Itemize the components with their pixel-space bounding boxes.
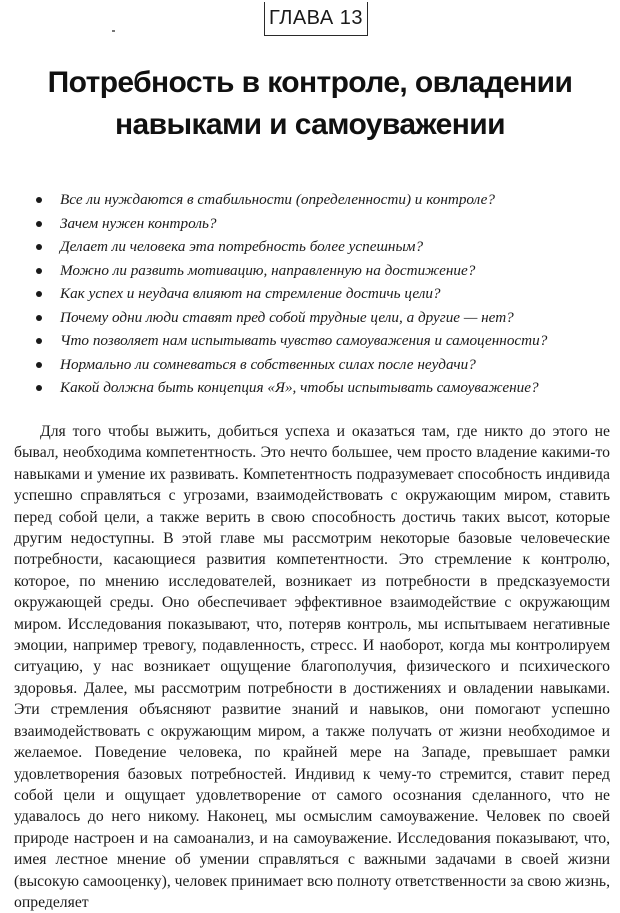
chapter-label: ГЛАВА 13: [269, 7, 363, 29]
bullet-icon: [36, 244, 42, 250]
question-text: Нормально ли сомневаться в собственных силах после неудачи?: [60, 355, 476, 373]
scan-speck: [112, 30, 115, 32]
body-paragraph: Для того чтобы выжить, добиться успеха и оказаться там, где никто до этого не бывал, необходима компетентность. Это нечто большее, чем просто владение какими-то навыками и умение их развивать. Компетентность подразумевает способность индивида успешно справляться с угрозами, взаимодействовать с окружающим миром, ставить перед собой цели, а также верить в свою способность достичь таких высот, которые другим недоступны. В этой главе мы рассмотрим некоторые базовые человеческие потребности, касающиеся развития компетентности. Это стремление к контролю, которое, по мнению исследователей, возникает из потребности в предсказуемости окружающей среды. Оно обеспечивает эффективное взаимодействие с окружающим миром. Исследования показывают, что, потеряв контроль, мы испытываем негативные эмоции, например тревогу, подавленность, стресс. И наоборот, когда мы контролируем ситуацию, у нас возникает ощущение благополучия, физического и психического здоровья. Далее, мы рассмотрим потребности в достижениях и овладении навыками. Эти стремления объясняют развитие знаний и навыков, они помогают успешно взаимодействовать с окружающим миром, а также получать от жизни необходимое и желаемое. Поведение человека, по крайней мере на Западе, превышает рамки удовлетворения базовых потребностей. Индивид к чему-то стремится, ставит перед собой цели и ощущает удовлетворение от самого осознания сделанного, что не удавалось до него никому. Наконец, мы осмыслим самоуважение. Человек по своей природе настроен и на самоанализ, и на самоуважение. Исследования показывают, что, имея лестное мнение об умении справляться с важными задачами в своей жизни (высокую самооценку), человек принимает всю полноту ответственности за свою жизнь, определяет: [14, 423, 610, 911]
bullet-icon: [36, 197, 42, 203]
bullet-icon: [36, 315, 42, 321]
chapter-title-line-1: Потребность в контроле, овладении: [47, 66, 573, 99]
bullet-icon: [36, 291, 42, 297]
question-text: Какой должна быть концепция «Я», чтобы испытывать самоуважение?: [60, 379, 539, 396]
question-text: Как успех и неудача влияют на стремление достичь цели?: [60, 285, 441, 302]
question-text: Что позволяет нам испытывать чувство самоуважения и самоценности?: [60, 332, 548, 349]
question-item: [36, 259, 606, 283]
bullet-icon: [36, 362, 42, 368]
chapter-title: [0, 62, 620, 146]
question-item: [36, 235, 606, 259]
question-item: [36, 353, 606, 377]
question-item: [36, 212, 606, 236]
question-text: Все ли нуждаются в стабильности (определенности) и контроле?: [60, 191, 495, 208]
question-text: Делает ли человека эта потребность более успешным?: [60, 238, 424, 255]
question-text: Почему одни люди ставят пред собой трудные цели, а другие — нет?: [60, 308, 514, 326]
bullet-icon: [36, 338, 42, 344]
chapter-title-line-2: навыками и самоуважении: [115, 108, 505, 141]
question-item: [36, 282, 606, 306]
question-text: Зачем нужен контроль?: [60, 214, 217, 232]
question-list: [36, 188, 606, 400]
question-item: [36, 306, 606, 330]
bullet-icon: [36, 221, 42, 227]
question-item: [36, 376, 606, 400]
question-text: Можно ли развить мотивацию, направленную на достижение?: [60, 261, 476, 279]
bullet-icon: [36, 268, 42, 274]
chapter-label-box: [264, 2, 368, 36]
question-item: [36, 188, 606, 212]
bullet-icon: [36, 385, 42, 391]
question-item: [36, 329, 606, 353]
